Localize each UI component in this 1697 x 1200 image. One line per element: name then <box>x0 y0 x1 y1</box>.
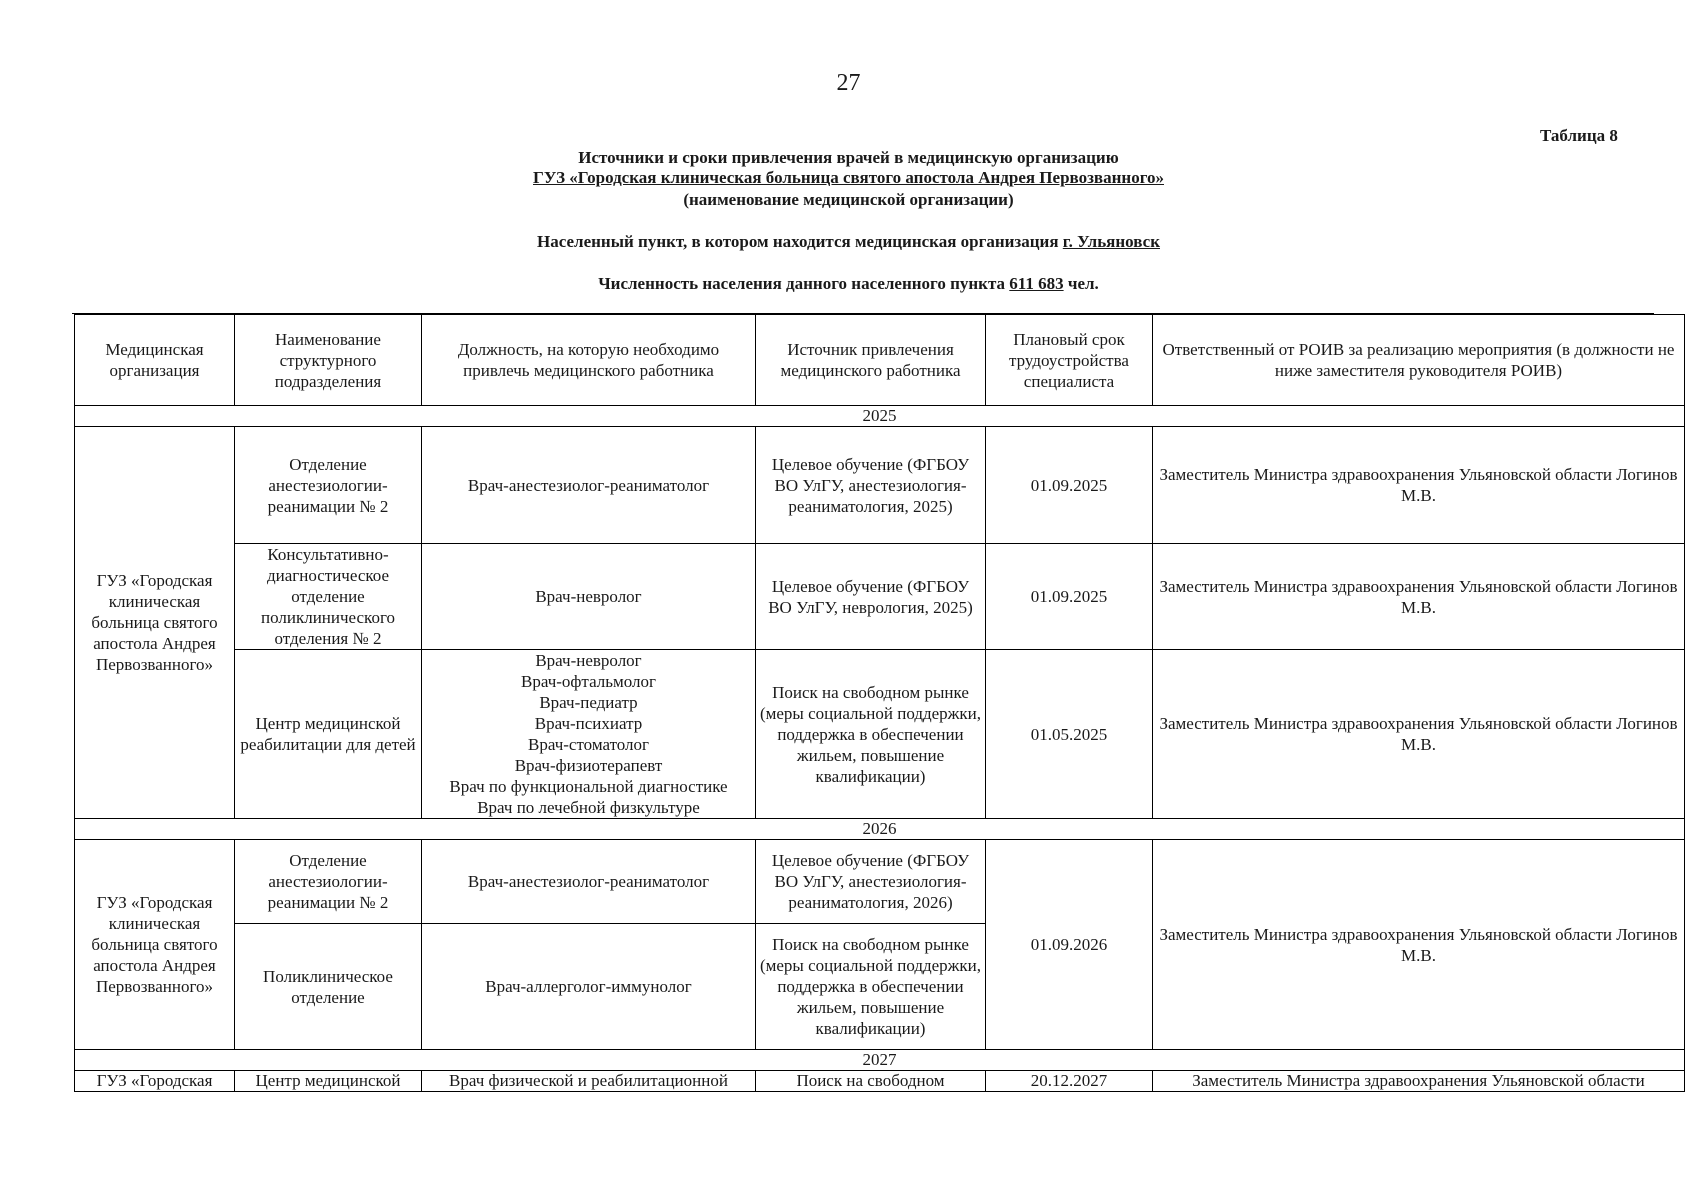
position-cell: Врач-аллерголог-иммунолог <box>422 924 756 1050</box>
settlement-line <box>0 232 1697 252</box>
position-item: Врач-психиатр <box>534 714 643 733</box>
date-cell: 20.12.2027 <box>986 1071 1153 1092</box>
year-label: 2026 <box>75 819 1685 840</box>
position-item: Врач-физиотерапевт <box>514 756 663 775</box>
table-row <box>75 427 1685 544</box>
header-unit: Наименование структурного подразделения <box>235 315 422 406</box>
position-item: Врач-стоматолог <box>527 735 650 754</box>
organization-cell: ГУЗ «Городская <box>75 1071 235 1092</box>
organization-name: ГУЗ «Городская клиническая больница святого апостола Андрея Первозванного» <box>533 168 1164 187</box>
position-item: Врач-педиатр <box>539 693 638 712</box>
table-header-row <box>75 315 1685 406</box>
source-cell: Поиск на свободном рынке (меры социальной поддержки, поддержка в обеспечении жильем, повышение квалификации) <box>756 924 986 1050</box>
header-source: Источник привлечения медицинского работника <box>756 315 986 406</box>
table-row <box>75 840 1685 924</box>
responsible-cell: Заместитель Министра здравоохранения Ульяновской области Логинов М.В. <box>1153 650 1685 819</box>
date-cell: 01.09.2025 <box>986 544 1153 650</box>
position-item: Врач-невролог <box>535 651 642 670</box>
header-organization: Медицинская организация <box>75 315 235 406</box>
date-cell: 01.09.2025 <box>986 427 1153 544</box>
settlement-value: г. Ульяновск <box>1062 232 1160 251</box>
population-unit: чел. <box>1067 274 1099 293</box>
source-cell: Поиск на свободном рынке (меры социальной поддержки, поддержка в обеспечении жильем, повышение квалификации) <box>756 650 986 819</box>
header-position: Должность, на которую необходимо привлечь медицинского работника <box>422 315 756 406</box>
position-list-cell <box>422 650 756 819</box>
population-label: Численность населения данного населенного пункта <box>598 274 1006 293</box>
table-title: Источники и сроки привлечения врачей в медицинскую организацию <box>578 148 1119 167</box>
recruitment-table <box>74 314 1685 1092</box>
responsible-cell: Заместитель Министра здравоохранения Ульяновской области Логинов М.В. <box>1153 840 1685 1050</box>
unit-cell: Поликлиническое отделение <box>235 924 422 1050</box>
unit-cell: Консультативно-диагностическое отделение поликлинического отделения № 2 <box>235 544 422 650</box>
source-cell: Целевое обучение (ФГБОУ ВО УлГУ, неврология, 2025) <box>756 544 986 650</box>
organization-caption: (наименование медицинской организации) <box>683 190 1014 209</box>
responsible-cell: Заместитель Министра здравоохранения Ульяновской области Логинов М.В. <box>1153 544 1685 650</box>
source-cell: Поиск на свободном <box>756 1071 986 1092</box>
settlement-label: Населенный пункт, в котором находится медицинская организация <box>537 232 1059 251</box>
organization-cell: ГУЗ «Городская клиническая больница святого апостола Андрея Первозванного» <box>75 427 235 819</box>
responsible-cell: Заместитель Министра здравоохранения Ульяновской области <box>1153 1071 1685 1092</box>
position-cell: Врач-анестезиолог-реаниматолог <box>422 840 756 924</box>
year-row-2025 <box>75 406 1685 427</box>
position-cell: Врач-анестезиолог-реаниматолог <box>422 427 756 544</box>
responsible-cell: Заместитель Министра здравоохранения Ульяновской области Логинов М.В. <box>1153 427 1685 544</box>
population-value: 611 683 <box>1009 274 1064 293</box>
page-number: 27 <box>836 70 861 96</box>
table-row <box>75 544 1685 650</box>
year-label: 2027 <box>75 1050 1685 1071</box>
population-line <box>0 274 1697 294</box>
year-row-2027 <box>75 1050 1685 1071</box>
year-label: 2025 <box>75 406 1685 427</box>
table-row <box>75 1071 1685 1092</box>
position-cell: Врач-невролог <box>422 544 756 650</box>
date-cell: 01.09.2026 <box>986 840 1153 1050</box>
header-responsible: Ответственный от РОИВ за реализацию мероприятия (в должности не ниже заместителя руководителя РОИВ) <box>1153 315 1685 406</box>
position-item: Врач по функциональной диагностике <box>449 777 728 796</box>
unit-cell: Центр медицинской реабилитации для детей <box>235 650 422 819</box>
position-item: Врач по лечебной физкультуре <box>477 798 700 817</box>
table-label: Таблица 8 <box>1540 126 1618 145</box>
source-cell: Целевое обучение (ФГБОУ ВО УлГУ, анестезиология-реаниматология, 2025) <box>756 427 986 544</box>
unit-cell: Центр медицинской <box>235 1071 422 1092</box>
table-row <box>75 650 1685 819</box>
source-cell: Целевое обучение (ФГБОУ ВО УлГУ, анестезиология-реаниматология, 2026) <box>756 840 986 924</box>
position-item: Врач-офтальмолог <box>521 672 656 691</box>
date-cell: 01.05.2025 <box>986 650 1153 819</box>
header-date: Плановый срок трудоустройства специалиста <box>986 315 1153 406</box>
unit-cell: Отделение анестезиологии-реанимации № 2 <box>235 427 422 544</box>
unit-cell: Отделение анестезиологии-реанимации № 2 <box>235 840 422 924</box>
position-cell: Врач физической и реабилитационной <box>422 1071 756 1092</box>
year-row-2026 <box>75 819 1685 840</box>
organization-cell: ГУЗ «Городская клиническая больница святого апостола Андрея Первозванного» <box>75 840 235 1050</box>
